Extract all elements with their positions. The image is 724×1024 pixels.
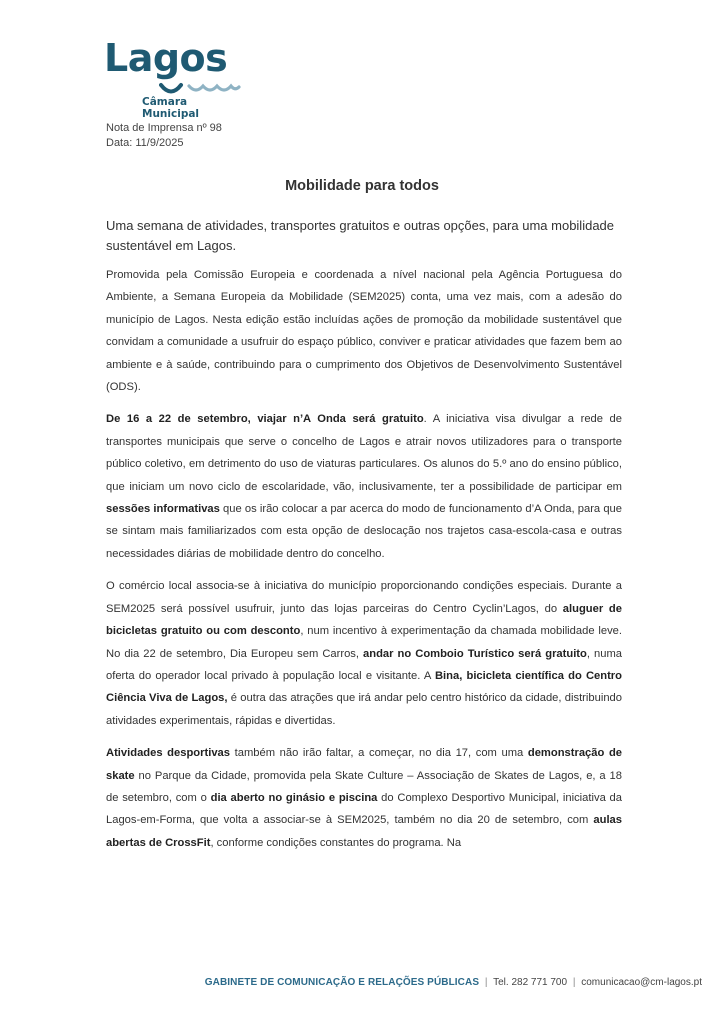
- bold-text: sessões informativas: [106, 503, 220, 516]
- body-paragraph: [106, 575, 622, 732]
- document-body: [106, 216, 622, 864]
- bold-text: dia aberto no ginásio e piscina: [210, 791, 378, 804]
- press-release-date: Data: 11/9/2025: [106, 137, 184, 149]
- bold-text: andar no Comboio Turístico será gratuito: [363, 647, 587, 660]
- footer: [205, 977, 702, 988]
- press-release-number: Nota de Imprensa nº 98: [106, 122, 222, 134]
- logo-wordmark: Lagos: [104, 36, 228, 80]
- bold-text: Bina, bicicleta científica do Centro Ciência Viva de Lagos,: [106, 669, 622, 705]
- footer-department: GABINETE DE COMUNICAÇÃO E RELAÇÕES PÚBLICAS: [204, 977, 480, 988]
- footer-email[interactable]: comunicacao@cm-lagos.pt: [581, 977, 702, 988]
- footer-separator: |: [572, 977, 576, 988]
- press-meta: [106, 121, 222, 151]
- footer-phone: Tel. 282 771 700: [493, 977, 568, 988]
- bold-text: demonstração de skate: [106, 747, 622, 782]
- body-paragraph: [106, 742, 622, 854]
- bold-text: Atividades desportivas: [106, 747, 230, 760]
- body-paragraph: [106, 408, 622, 565]
- text-run: que os irão colocar a par acerca do modo de funcionamento d’A Onda, para que se sintam mais familiarizados com esta opção de deslocação nos trajetos casa-escola-casa e outras necessidades diárias de mobilidade dentro do concelho.: [106, 503, 622, 560]
- text-run: . A iniciativa visa divulgar a rede de transportes municipais que serve o concelho de Lagos e atrair novos utilizadores para o transporte público coletivo, em detrimento do uso de viaturas particulares. Os alunos do 5.º ano do ensino público, que iniciam um novo ciclo de escolaridade, vão, inclusivamente, ter a possibilidade de participar em: [106, 413, 622, 493]
- text-run: , numa oferta do operador local privado à população local e visitante. A: [106, 647, 622, 682]
- text-run: , num incentivo à experimentação da chamada mobilidade leve. No dia 22 de setembro, Dia Europeu sem Carros,: [106, 625, 623, 660]
- logo-subtitle: Câmara Municipal: [142, 96, 200, 120]
- bold-text: De 16 a 22 de setembro, viajar n’A Onda será gratuito: [106, 413, 424, 426]
- text-run: , conforme condições constantes do programa. Na: [210, 836, 462, 849]
- text-run: Promovida pela Comissão Europeia e coordenada a nível nacional pela Agência Portuguesa do Ambiente, a Semana Europeia da Mobilidade (SEM2025) conta, uma vez mais, com a adesão do município de Lagos. Nesta edição estão incluídas ações de promoção da mobilidade sustentável que convidam a comunidade a usufruir do espaço público, conviver e praticar atividades que fazem bem ao ambiente e à saúde, contribuindo para o cumprimento dos Objetivos de Desenvolvimento Sustentável (ODS).: [106, 269, 622, 394]
- lead-paragraph: Uma semana de atividades, transportes gratuitos e outras opções, para uma mobilidade sustentável em Lagos.: [106, 218, 615, 253]
- lagos-logo: [104, 36, 244, 120]
- waves-icon: [159, 82, 241, 96]
- footer-separator: |: [484, 977, 488, 988]
- body-paragraph: [106, 264, 622, 398]
- bold-text: aulas abertas de CrossFit: [106, 814, 622, 849]
- bold-text: aluguer de bicicletas gratuito ou com desconto: [106, 602, 622, 638]
- body-paragraphs: [106, 264, 622, 854]
- document-title: Mobilidade para todos: [285, 178, 439, 194]
- text-run: é outra das atrações que irá andar pelo centro histórico da cidade, distribuindo atividades experimentais, rápidas e divertidas.: [106, 692, 622, 727]
- text-run: do Complexo Desportivo Municipal, iniciativa da Lagos-em-Forma, que volta a associar-se à SEM2025, também no dia 20 de setembro, com: [106, 791, 622, 827]
- text-run: O comércio local associa-se à iniciativa do município proporcionando condições especiais. Durante a SEM2025 será possível usufruir, junto das lojas parceiras do Centro Cyclin’Lagos, do: [106, 580, 622, 615]
- text-run: também não irão faltar, a começar, no dia 17, com uma: [230, 747, 528, 760]
- text-run: no Parque da Cidade, promovida pela Skate Culture – Associação de Skates de Lagos, e, a 18 de setembro, com o: [106, 769, 622, 804]
